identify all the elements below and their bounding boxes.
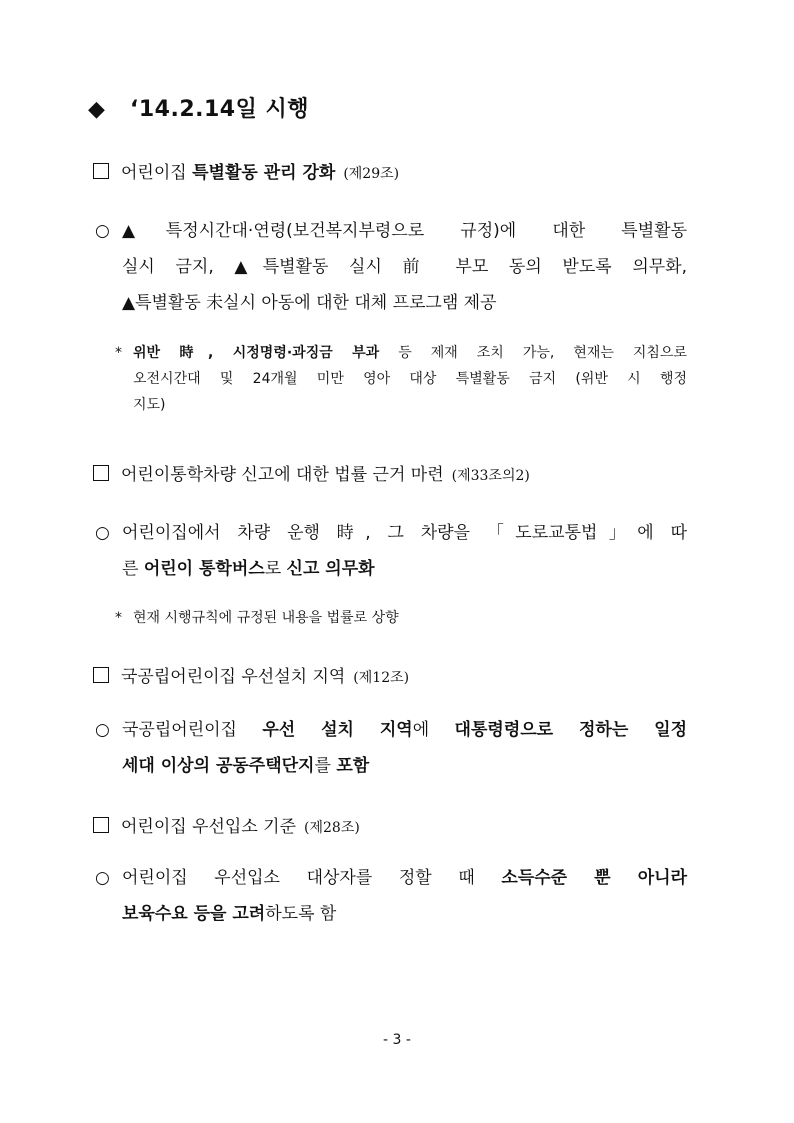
bullet-item-1 — [95, 213, 687, 321]
section-heading — [88, 92, 309, 123]
asterisk-icon: * — [115, 345, 122, 361]
circle-bullet-icon: ○ — [95, 523, 110, 543]
heading-text: ‘14.2.14일 시행 — [130, 97, 310, 122]
checkbox-square-icon — [93, 817, 109, 833]
page-number: - 3 - — [383, 1032, 411, 1048]
bullet-line: ▲특별활동 未실시 아동에 대한 대체 프로그램 제공 — [122, 293, 497, 313]
note-2 — [115, 605, 687, 631]
note-line: 현재 시행규칙에 규정된 내용을 법률로 상향 — [133, 610, 399, 626]
bullet-line: 른 어린이 통학버스로 신고 의무화 — [122, 559, 375, 579]
bullet-item-2 — [95, 515, 687, 587]
circle-bullet-icon: ○ — [95, 868, 110, 888]
bullet-line: 국공립어린이집 우선 설치 지역에 대통령령으로 정하는 일정 — [122, 720, 688, 740]
article-ref: (제12조) — [353, 670, 410, 686]
note-line: 오전시간대 및 24개월 미만 영아 대상 특별활동 금지 (위반 시 행정 — [133, 371, 687, 387]
bullet-item-4 — [95, 860, 687, 932]
note-1 — [115, 340, 687, 418]
checkbox-square-icon — [93, 465, 109, 481]
section-title-2: 어린이통학차량 신고에 대한 법률 근거 마련 (제33조의2) — [93, 460, 530, 485]
diamond-icon: ◆ — [88, 97, 106, 122]
bullet-item-3 — [95, 712, 687, 784]
bullet-line: 실시 금지, ▲특별활동 실시 前 부모 동의 받도록 의무화, — [122, 257, 687, 277]
section-title-4: 어린이집 우선입소 기준 (제28조) — [93, 812, 360, 837]
circle-bullet-icon: ○ — [95, 221, 110, 241]
bullet-line: 세대 이상의 공동주택단지를 포함 — [122, 756, 370, 776]
article-ref: (제29조) — [343, 166, 400, 182]
bullet-line: 보육수요 등을 고려하도록 함 — [122, 904, 337, 924]
article-ref: (제28조) — [304, 820, 360, 836]
checkbox-square-icon — [93, 163, 109, 179]
note-line: 지도) — [133, 397, 166, 413]
note-line: 위반 時, 시정명령·과징금 부과 등 제재 조치 가능, 현재는 지침으로 — [133, 345, 687, 361]
circle-bullet-icon: ○ — [95, 720, 110, 740]
bullet-line: ▲특정시간대·연령(보건복지부령으로 규정)에 대한 특별활동 — [122, 221, 687, 241]
section-title-1: 어린이집 특별활동 관리 강화 (제29조) — [93, 158, 399, 183]
asterisk-icon: * — [115, 610, 122, 626]
article-ref: (제33조의2) — [451, 468, 530, 484]
bullet-line: 어린이집에서 차량 운행 時, 그 차량을 「도로교통법」에 따 — [122, 523, 687, 543]
checkbox-square-icon — [93, 667, 109, 683]
section-title-3: 국공립어린이집 우선설치 지역 (제12조) — [93, 662, 409, 687]
bullet-line: 어린이집 우선입소 대상자를 정할 때 소득수준 뿐 아니라 — [122, 868, 687, 888]
